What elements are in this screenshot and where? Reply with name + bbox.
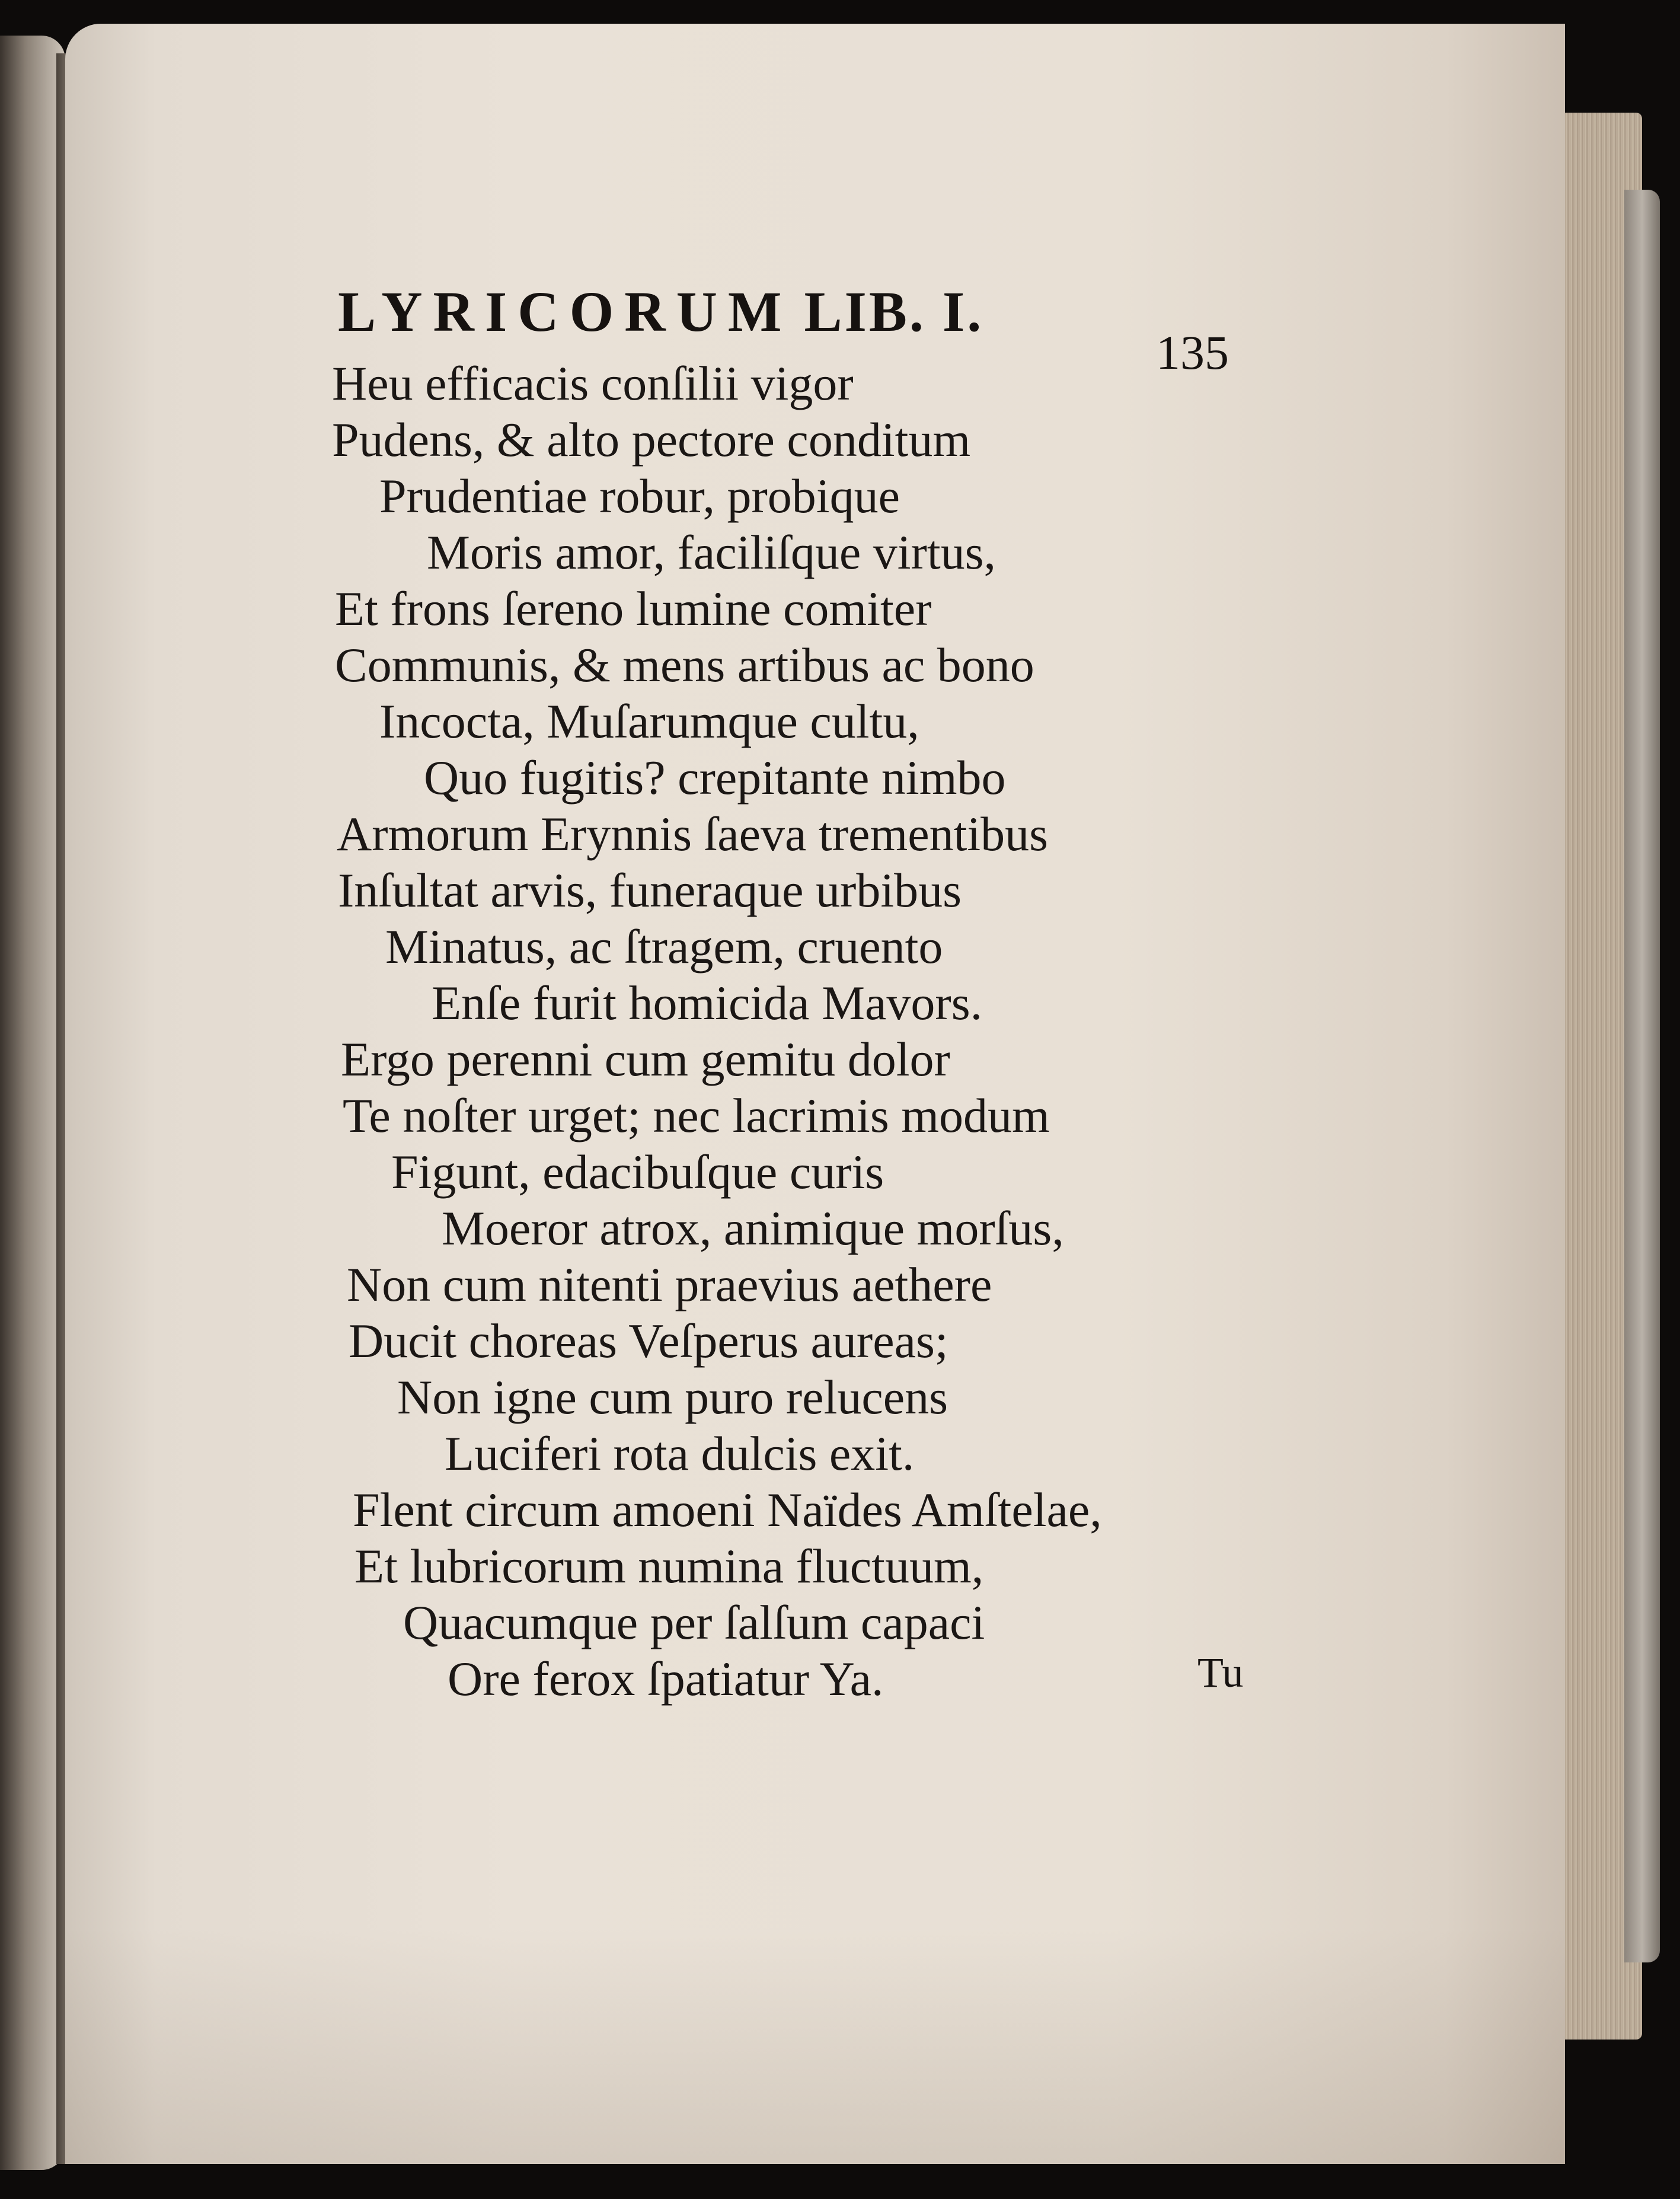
verse-line: Pudens, & alto pectore conditum (332, 413, 971, 467)
book-cover-edge (1624, 190, 1660, 1962)
verse-line: Et lubricorum numina fluctuum, (354, 1539, 984, 1593)
verse-line: Figunt, edacibuſque curis (391, 1145, 884, 1199)
verse-line: Communis, & mens artibus ac bono (335, 638, 1034, 692)
running-header (338, 279, 983, 344)
verse-line: Ergo perenni cum gemitu dolor (341, 1032, 950, 1086)
verse-line: Incocta, Muſarumque cultu, (379, 694, 919, 748)
verse-line: Non igne cum puro relucens (397, 1370, 948, 1424)
verse-line: Moris amor, faciliſque virtus, (427, 525, 996, 579)
verse-line: Inſultat arvis, funeraque urbibus (338, 863, 962, 917)
verse-line: Et frons ſereno lumine comiter (335, 582, 932, 636)
verse-line: Enſe furit homicida Mavors. (432, 976, 983, 1030)
page-number: 135 (1156, 325, 1229, 379)
verse-line: Ducit choreas Veſperus aureas; (349, 1314, 948, 1368)
running-title: LYRICORUM (338, 280, 793, 343)
catchword: Tu (1197, 1649, 1244, 1696)
verse-line: Non cum nitenti praevius aethere (347, 1258, 992, 1311)
book-label: LIB. I. (804, 280, 984, 343)
verse-line: Te noſter urget; nec lacrimis modum (343, 1089, 1050, 1142)
verse-line: Quacumque per ſalſum capaci (403, 1595, 985, 1649)
verse-line: Heu efficacis conſilii vigor (332, 356, 854, 410)
verse-line: Minatus, ac ſtragem, cruento (385, 920, 943, 974)
verse-line: Quo fugitis? crepitante nimbo (424, 751, 1006, 805)
verse-line: Flent circum amoeni Naïdes Amſtelae, (353, 1483, 1102, 1537)
left-page-edge (0, 36, 65, 2170)
verse-line: Moeror atrox, animique morſus, (442, 1201, 1064, 1255)
verse-line: Luciferi rota dulcis exit. (445, 1426, 915, 1480)
verse-line: Prudentiae robur, probique (379, 469, 900, 523)
verse-line: Ore ferox ſpatiatur Ya. (448, 1652, 884, 1706)
verse-line: Armorum Erynnis ſaeva trementibus (337, 807, 1049, 861)
